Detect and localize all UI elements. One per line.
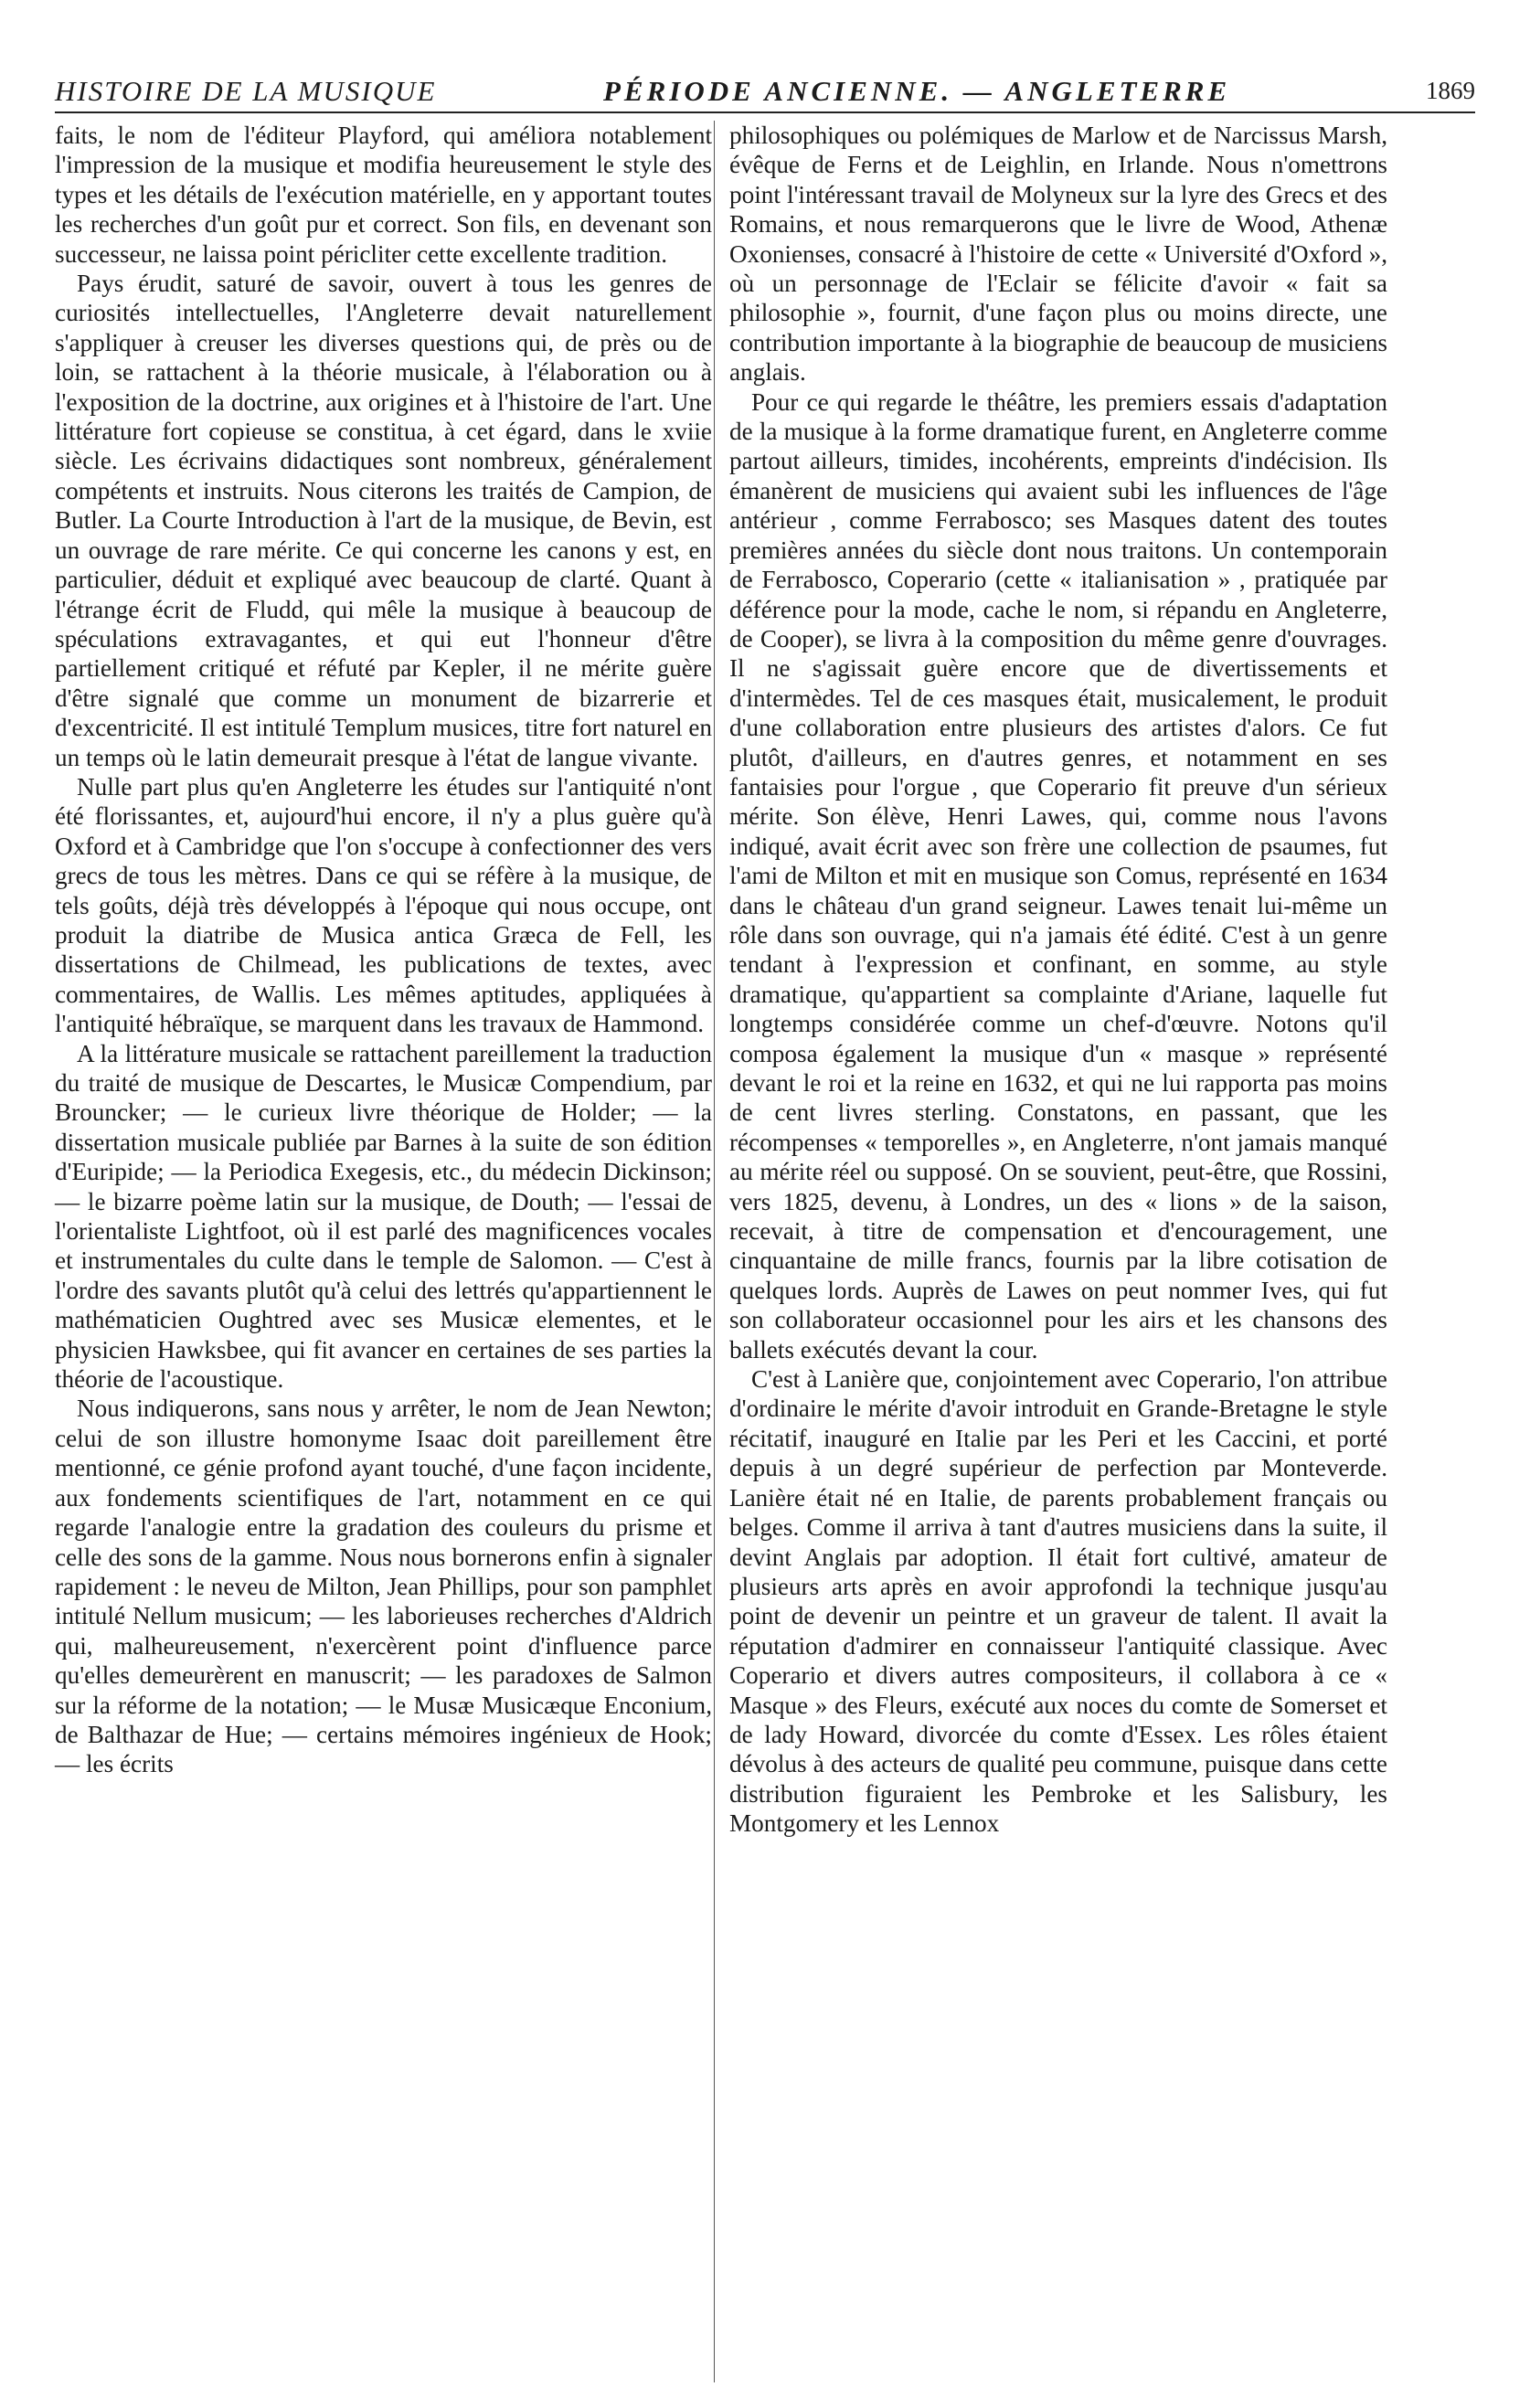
- paragraph: Nulle part plus qu'en Angleterre les études sur l'antiquité n'ont été florissantes, et, aujourd'hui encore, il n'y a plus guère qu'à Oxford et à Cambridge que l'on s'occupe à confectionner des vers grecs de tous les mètres. Dans ce qui se réfère à la musique, de tels goûts, déjà très développés à l'époque qui nous occupe, ont produit la diatribe de Musica antica Græca de Fell, les dissertations de Chilmead, les publications de textes, avec commentaires, de Wallis. Les mêmes aptitudes, appliquées à l'antiquité hébraïque, se marquent dans les travaux de Hammond.: [55, 772, 712, 1038]
- page-number: 1869: [1426, 77, 1475, 104]
- header-rule: [55, 111, 1475, 113]
- paragraph: faits, le nom de l'éditeur Playford, qui améliora notablement l'impression de la musique et modifia heureusement le style des types et les détails de l'exécution matérielle, en y apportant toutes les recherches d'un goût pur et correct. Son fils, en devenant son successeur, ne laissa point péricliter cette excellente tradition.: [55, 122, 712, 268]
- paragraph: philosophiques ou polémiques de Marlow et de Narcissus Marsh, évêque de Ferns et de Leighlin, en Irlande. Nous n'omettrons point l'intéressant travail de Molyneux sur la lyre des Grecs et des Romains, et nous remarquerons que le livre de Wood, Athenæ Oxonienses, consacré à l'histoire de cette « Université d'Oxford », où un personnage de l'Eclair se félicite d'avoir « fait sa philosophie », fournit, d'une façon plus ou moins directe, une contribution importante à la biographie de beaucoup de musiciens anglais.: [729, 122, 1387, 387]
- paragraph: Nous indiquerons, sans nous y arrêter, le nom de Jean Newton; celui de son illustre homonyme Isaac doit pareillement être mentionné, ce génie profond ayant touché, d'une façon incidente, aux fondements scientifiques de l'art, notamment en ce qui regarde l'analogie entre la gradation des couleurs du prisme et celle des sons de la gamme. Nous nous bornerons enfin à signaler rapidement : le neveu de Milton, Jean Phillips, pour son pamphlet intitulé Nellum musicum; — les laborieuses recherches d'Aldrich qui, malheureusement, n'exercèrent point d'influence parce qu'elles demeurèrent en manuscrit; — les paradoxes de Salmon sur la réforme de la notation; — le Musæ Musicæque Enconium, de Balthazar de Hue; — certains mémoires ingénieux de Hook; — les écrits: [55, 1395, 712, 1778]
- left-column: [55, 121, 712, 1779]
- paragraph: A la littérature musicale se rattachent pareillement la traduction du traité de musique de Descartes, le Musicæ Compendium, par Brouncker; — le curieux livre théorique de Holder; — la dissertation musicale publiée par Barnes à la suite de son édition d'Euripide; — la Periodica Exegesis, etc., du médecin Dickinson; — le bizarre poème latin sur la musique, de Douth; — l'essai de l'orientaliste Lightfoot, où il est parlé des magnificences vocales et instrumentales du culte dans le temple de Salomon. — C'est à l'ordre des savants plutôt qu'à celui des lettrés qu'appartiennent le mathématicien Oughtred avec ses Musicæ elementes, et le physicien Hawksbee, qui fit avancer en certaines de ses parties la théorie de l'acoustique.: [55, 1039, 712, 1394]
- right-column: [729, 121, 1387, 1839]
- header-book-title: HISTOIRE DE LA MUSIQUE: [55, 75, 437, 107]
- paragraph: Pays érudit, saturé de savoir, ouvert à tous les genres de curiosités intellectuelles, l'Angleterre devait naturellement s'appliquer à creuser les diverses questions qui, de près ou de loin, se rattachent à la théorie musicale, à l'élaboration ou à l'exposition de la doctrine, aux origines et à l'histoire de l'art. Une littérature fort copieuse se constitua, à cet égard, dans le xviie siècle. Les écrivains didactiques sont nombreux, généralement compétents et instruits. Nous citerons les traités de Campion, de Butler. La Courte Introduction à l'art de la musique, de Bevin, est un ouvrage de rare mérite. Ce qui concerne les canons y est, en particulier, déduit et expliqué avec beaucoup de clarté. Quant à l'étrange écrit de Fludd, qui mêle la musique à beaucoup de spéculations extravagantes, et qui eut l'honneur d'être partiellement critiqué et réfuté par Kepler, il ne mérite guère d'être signalé que comme un monument de bizarrerie et d'excentricité. Il est intitulé Templum musices, titre fort naturel en un temps où le latin demeurait presque à l'état de langue vivante.: [55, 270, 712, 771]
- column-divider: [714, 121, 715, 2382]
- paragraph: Pour ce qui regarde le théâtre, les premiers essais d'adaptation de la musique à la forme dramatique furent, en Angleterre comme partout ailleurs, timides, incohérents, empreints d'indécision. Ils émanèrent de musiciens qui avaient subi les influences de l'âge antérieur , comme Ferrabosco; ses Masques datent des toutes premières années du siècle dont nous traitons. Un contemporain de Ferrabosco, Coperario (cette « italianisation » , pratiquée par déférence pour la mode, cache le nom, si répandu en Angleterre, de Cooper), se livra à la composition du même genre d'ouvrages. Il ne s'agissait guère encore que de divertissements et d'intermèdes. Tel de ces masques était, musicalement, le produit d'une collaboration entre plusieurs des artistes d'alors. Ce fut plutôt, d'ailleurs, en d'autres genres, et notamment en ses fantaisies pour l'orgue , que Coperario fit preuve d'un sérieux mérite. Son élève, Henri Lawes, qui, comme nous l'avons indiqué, avait écrit avec son frère une collection de psaumes, fut l'ami de Milton et mit en musique son Comus, représenté en 1634 dans le château d'un grand seigneur. Lawes tenait lui-même un rôle dans son ouvrage, qui n'a jamais été édité. C'est à un genre tendant à l'expression et confinant, en somme, au style dramatique, qu'appartient sa complainte d'Ariane, laquelle fut longtemps considérée comme un chef-d'œuvre. Notons qu'il composa également la musique d'un « masque » représenté devant le roi et la reine en 1632, et qui ne lui rapporta pas moins de cent livres sterling. Constatons, en passant, que les récompenses « temporelles », en Angleterre, n'ont jamais manqué au mérite réel ou supposé. On se souvient, peut-être, que Rossini, vers 1825, devenu, à Londres, un des « lions » de la saison, recevait, à titre de compensation et d'encouragement, une cinquantaine de mille francs, fournis par la libre cotisation de quelques lords. Auprès de Lawes on peut nommer Ives, qui fut son collaborateur occasionnel pour les airs et les chansons des ballets exécutés devant la cour.: [729, 387, 1387, 1363]
- paragraph: C'est à Lanière que, conjointement avec Coperario, l'on attribue d'ordinaire le mérite d'avoir introduit en Grande-Bretagne le style récitatif, inauguré en Italie par les Peri et les Caccini, et porté depuis à un degré supérieur de perfection par Monteverde. Lanière était né en Italie, de parents probablement français ou belges. Comme il arriva à tant d'autres musiciens dans la suite, il devint Anglais par adoption. Il était fort cultivé, amateur de plusieurs arts après en avoir approfondi la technique jusqu'au point de devenir un peintre et un graveur de talent. Il avait la réputation d'admirer en connaisseur l'antiquité classique. Avec Coperario et divers autres compositeurs, il collabora à ce « Masque » des Fleurs, exécuté aux noces du comte de Somerset et de lady Howard, divorcée du comte d'Essex. Les rôles étaient dévolus à des acteurs de qualité peu commune, puisque dans cette distribution figuraient les Pembroke et les Salisbury, les Montgomery et les Lennox: [729, 1365, 1387, 1838]
- header-section-title: PÉRIODE ANCIENNE. — ANGLETERRE: [603, 75, 1231, 107]
- running-header: [55, 75, 1475, 111]
